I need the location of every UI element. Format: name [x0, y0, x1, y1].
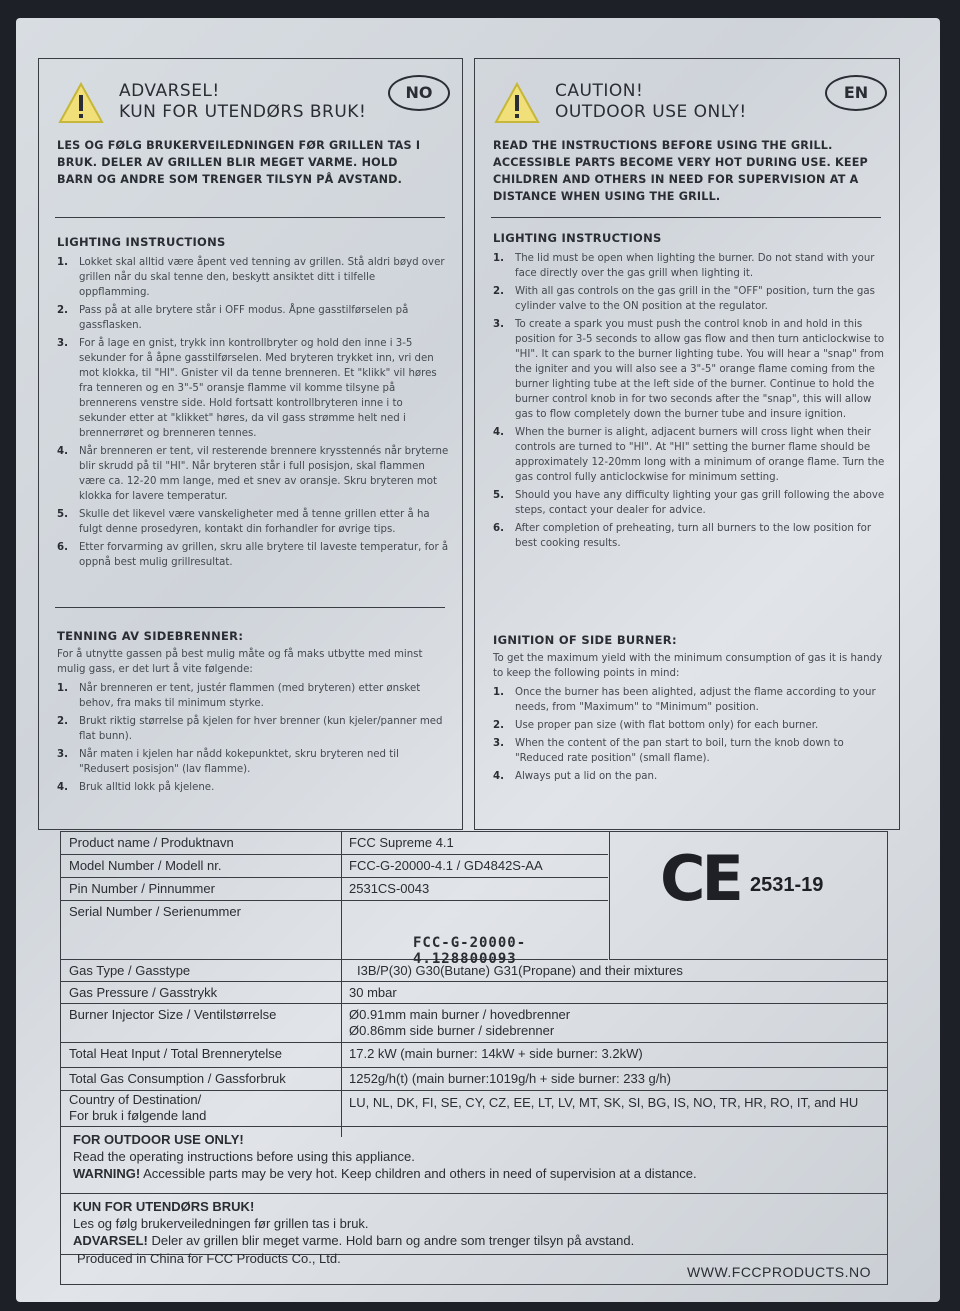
- step-text: When the content of the pan start to boil, turn the knob down to "Reduced rate position" (small flame).: [515, 738, 844, 764]
- step-number: 3.: [493, 319, 504, 330]
- step-number: 3.: [57, 749, 68, 760]
- no-intro-text: LES OG FØLG BRUKERVEILEDNINGEN FØR GRILLEN TAS I BRUK. DELER AV GRILLEN BLIR MEGET VARME. HOLD BARN OG ANDRE SOM TRENGER TILSYN PÅ AVSTAND.: [57, 139, 421, 186]
- step-text: For å lage en gnist, trykk inn kontrollbryter og hold den inne i 3-5 sekunder for å åpne gasstilførselen. Med bryteren trykket inn, vri den mot klokka, til "HI". Gnister vil da tenne brenneren. Et "klikk" vil høres fra tenneren og en 3"-5" oransje flamme vil komme tilsyne på brennerens venstre side. Hold fortsatt kontrollbryteren inne i to sekunder etter at "klikket" høres, da vil gass strømme helt ned i brennerrøret og brenneren tennes.: [79, 338, 437, 439]
- instruction-step: [57, 747, 449, 777]
- ce-number: 2531-19: [750, 874, 824, 896]
- instruction-step: [493, 425, 885, 485]
- spec-value: FCC Supreme 4.1: [349, 835, 454, 850]
- instruction-step: [57, 336, 449, 441]
- step-text: Etter forvarming av grillen, skru alle brytere til laveste temperatur, for å oppnå best mulig grillresultat.: [79, 542, 449, 568]
- step-number: 6.: [493, 523, 504, 534]
- no-title-line2: KUN FOR UTENDØRS BRUK!: [119, 102, 367, 122]
- step-number: 4.: [57, 446, 68, 457]
- instruction-step: [57, 507, 449, 537]
- divider: [491, 217, 881, 218]
- spec-label: Gas Type / Gasstype: [69, 963, 191, 978]
- step-number: 1.: [57, 683, 68, 694]
- step-number: 1.: [57, 257, 68, 268]
- no-side-steps: [57, 681, 449, 798]
- country-label-line1: Country of Destination/: [69, 1092, 202, 1107]
- note-title: KUN FOR UTENDØRS BRUK!: [73, 1199, 255, 1214]
- instruction-step: [493, 685, 885, 715]
- step-number: 1.: [493, 687, 504, 698]
- en-warning-title: [555, 81, 747, 123]
- divider: [55, 217, 445, 218]
- instruction-step: [493, 488, 885, 518]
- english-warning-note: [61, 1127, 887, 1194]
- instruction-step: [493, 718, 885, 733]
- no-warning-header: [57, 77, 437, 137]
- note-line: Accessible parts may be very hot. Keep children and others in need of supervision at a distance.: [143, 1166, 697, 1181]
- step-text: Should you have any difficulty lighting your gas grill following the above steps, contact your dealer for advice.: [515, 490, 885, 516]
- spec-label: [69, 1092, 206, 1124]
- spec-value: LU, NL, DK, FI, SE, CY, CZ, EE, LT, LV, MT, SK, SI, BG, IS, NO, TR, HR, RO, IT, and HU: [349, 1095, 859, 1110]
- no-lighting-title: LIGHTING INSTRUCTIONS: [57, 235, 226, 249]
- step-number: 5.: [57, 509, 68, 520]
- instruction-step: [493, 521, 885, 551]
- website-url: WWW.FCCPRODUCTS.NO: [687, 1264, 871, 1280]
- step-text: Use proper pan size (with flat bottom only) for each burner.: [515, 720, 819, 731]
- note-title: FOR OUTDOOR USE ONLY!: [73, 1132, 244, 1147]
- step-text: Always put a lid on the pan.: [515, 771, 658, 782]
- instruction-step: [57, 303, 449, 333]
- spec-label: Pin Number / Pinnummer: [69, 881, 215, 896]
- note-line: Deler av grillen blir meget varme. Hold barn og andre som trenger tilsyn på avstand.: [151, 1233, 635, 1248]
- english-panel: [474, 58, 900, 830]
- spec-row-heat: [61, 1043, 887, 1068]
- step-number: 4.: [57, 782, 68, 793]
- spec-row-country: [61, 1091, 887, 1127]
- en-warning-header: [493, 77, 873, 137]
- step-text: Når brenneren er tent, vil resterende brennere krysstennés når bryterne blir skrudd på til "HI". Når bryteren står i full posisjon, skal flammen være ca. 12-20 mm lange, med et snev av oransje. Skru bryteren mot klokka for lavere temperatur.: [79, 446, 449, 502]
- step-text: To create a spark you must push the control knob in and hold in this position for 3-5 seconds to allow gas flow and then turn anticlockwise to "HI". It can spark to the burner lighting tube. You will hear a "snap" from the igniter and you will also see a 3"-5" orange flame coming from the burner lighting tube at the left side of the burner. Continue to hold the burner control knob in for two seconds after the "snap", this will allow gas to flow completely down the burner tube and insure ignition.: [515, 319, 885, 420]
- no-lighting-steps: [57, 255, 449, 573]
- instruction-step: [493, 317, 885, 422]
- step-number: 2.: [57, 305, 68, 316]
- step-number: 2.: [493, 286, 504, 297]
- step-number: 2.: [57, 716, 68, 727]
- spec-row-model: [61, 855, 608, 878]
- country-label-line2: For bruk i følgende land: [69, 1108, 207, 1123]
- no-title-line1: ADVARSEL!: [119, 81, 220, 101]
- instruction-step: [57, 540, 449, 570]
- note-line: Les og følg brukerveiledningen før grillen tas i bruk.: [73, 1216, 369, 1231]
- ce-certification-box: [609, 832, 888, 960]
- spec-row-serial: [61, 901, 608, 967]
- step-number: 2.: [493, 720, 504, 731]
- step-text: Lokket skal alltid være åpent ved tenning av grillen. Stå aldri bøyd over grillen når du skal tenne den, beskytt ansiktet ditt i tilfelle oppflamming.: [79, 257, 445, 298]
- ce-mark-icon: CE: [660, 842, 740, 915]
- instruction-step: [57, 255, 449, 300]
- norwegian-panel: [38, 58, 463, 830]
- step-number: 3.: [57, 338, 68, 349]
- spec-row-gas-pressure: [61, 982, 887, 1004]
- step-text: Når brenneren er tent, justér flammen (med bryteren) etter ønsket behov, fra maks til minimum styrke.: [79, 683, 421, 709]
- spec-value: Ø0.86mm side burner / sidebrenner: [349, 1023, 555, 1038]
- spec-value: FCC-G-20000-4.128800093: [413, 935, 527, 967]
- warning-triangle-icon: [493, 81, 541, 125]
- en-title-line2: OUTDOOR USE ONLY!: [555, 102, 747, 122]
- spec-row-pin: [61, 878, 608, 901]
- spec-row-consumption: [61, 1068, 887, 1091]
- step-text: With all gas controls on the gas grill in the "OFF" position, turn the gas cylinder valve to the ON position at the regulator.: [515, 286, 875, 312]
- step-text: Brukt riktig størrelse på kjelen for hver brenner (kun kjeler/panner med flat bunn).: [79, 716, 443, 742]
- no-warning-title: [119, 81, 366, 123]
- norwegian-warning-note: [61, 1194, 887, 1255]
- instruction-step: [57, 714, 449, 744]
- instruction-step: [493, 284, 885, 314]
- en-title-line1: CAUTION!: [555, 81, 644, 101]
- step-number: 5.: [493, 490, 504, 501]
- step-number: 1.: [493, 253, 504, 264]
- instruction-step: [57, 444, 449, 504]
- note-warning-label: ADVARSEL!: [73, 1233, 148, 1248]
- no-side-title: TENNING AV SIDEBRENNER:: [57, 629, 244, 643]
- instruction-step: [493, 736, 885, 766]
- spec-row-product-name: [61, 832, 608, 855]
- instruction-step: [57, 681, 449, 711]
- step-text: The lid must be open when lighting the burner. Do not stand with your face directly over the gas grill when lighting it.: [515, 253, 875, 279]
- spec-value: I3B/P(30) G30(Butane) G31(Propane) and their mixtures: [357, 963, 683, 978]
- label-plate: [16, 18, 940, 1302]
- step-text: Når maten i kjelen har nådd kokepunktet, skru bryteren ned til "Redusert posisjon" (lav flamme).: [79, 749, 399, 775]
- en-lighting-steps: [493, 251, 885, 554]
- spec-row-gas-type: [61, 960, 887, 982]
- manufacturer-note: Produced in China for FCC Products Co., Ltd.: [77, 1251, 341, 1266]
- spec-label: Serial Number / Serienummer: [69, 904, 241, 919]
- step-number: 3.: [493, 738, 504, 749]
- step-text: Once the burner has been alighted, adjust the flame according to your needs, from "Maximum" to "Minimum" position.: [515, 687, 876, 713]
- spec-label: Gas Pressure / Gasstrykk: [69, 985, 218, 1000]
- en-language-badge: EN: [825, 75, 887, 111]
- spec-value: 2531CS-0043: [349, 881, 430, 896]
- step-number: 4.: [493, 771, 504, 782]
- instruction-step: [57, 780, 449, 795]
- spec-label: Product name / Produktnavn: [69, 835, 234, 850]
- step-text: Skulle det likevel være vanskeligheter med å tenne grillen etter å ha fulgt denne prosedyren, kontakt din forhandler for øvrige tips.: [79, 509, 430, 535]
- en-side-intro: To get the maximum yield with the minimum consumption of gas it is handy to keep the following points in mind:: [493, 653, 883, 679]
- no-language-badge: NO: [388, 75, 450, 111]
- spec-row-injector: [61, 1004, 887, 1043]
- step-number: 4.: [493, 427, 504, 438]
- note-body: [73, 1198, 873, 1249]
- note-body: [73, 1131, 873, 1182]
- spec-value: FCC-G-20000-4.1 / GD4842S-AA: [349, 858, 543, 873]
- spec-label: Total Gas Consumption / Gassforbruk: [69, 1071, 286, 1086]
- specification-table: [60, 831, 888, 1285]
- en-lighting-title: LIGHTING INSTRUCTIONS: [493, 231, 662, 245]
- instruction-step: [493, 769, 885, 784]
- divider: [55, 607, 445, 608]
- no-side-intro: For å utnytte gassen på best mulig måte og få maks utbytte med minst mulig gass, er det lurt å vite følgende:: [57, 649, 423, 675]
- step-text: When the burner is alight, adjacent burners will cross light when their controls are turned to "HI". At "HI" setting the burner flame should be approximately 12-20mm long with a minimum of orange flame. Turn the gas control fully anticlockwise for minimum setting.: [515, 427, 885, 483]
- en-side-title: IGNITION OF SIDE BURNER:: [493, 633, 677, 647]
- step-number: 6.: [57, 542, 68, 553]
- spec-label: Total Heat Input / Total Brennerytelse: [69, 1046, 282, 1061]
- spec-label: Model Number / Modell nr.: [69, 858, 222, 873]
- note-warning-label: WARNING!: [73, 1166, 141, 1181]
- spec-value: Ø0.91mm main burner / hovedbrenner: [349, 1007, 571, 1022]
- step-text: After completion of preheating, turn all burners to the low position for best cooking results.: [515, 523, 872, 549]
- en-side-steps: [493, 685, 885, 787]
- spec-value: 17.2 kW (main burner: 14kW + side burner: 3.2kW): [349, 1046, 643, 1061]
- note-line: Read the operating instructions before using this appliance.: [73, 1149, 415, 1164]
- warning-triangle-icon: [57, 81, 105, 125]
- step-text: Bruk alltid lokk på kjelene.: [79, 782, 215, 793]
- spec-label: Burner Injector Size / Ventilstørrelse: [69, 1007, 277, 1022]
- step-text: Pass på at alle brytere står i OFF modus. Åpne gasstilførselen på gassflasken.: [79, 305, 409, 331]
- spec-value: 1252g/h(t) (main burner:1019g/h + side burner: 233 g/h): [349, 1071, 671, 1086]
- instruction-step: [493, 251, 885, 281]
- spec-value: 30 mbar: [349, 985, 397, 1000]
- en-intro-text: READ THE INSTRUCTIONS BEFORE USING THE GRILL. ACCESSIBLE PARTS BECOME VERY HOT DURING USE. KEEP CHILDREN AND OTHERS IN NEED FOR SUPERVISION AT A DISTANCE WHEN USING THE GRILL.: [493, 139, 868, 203]
